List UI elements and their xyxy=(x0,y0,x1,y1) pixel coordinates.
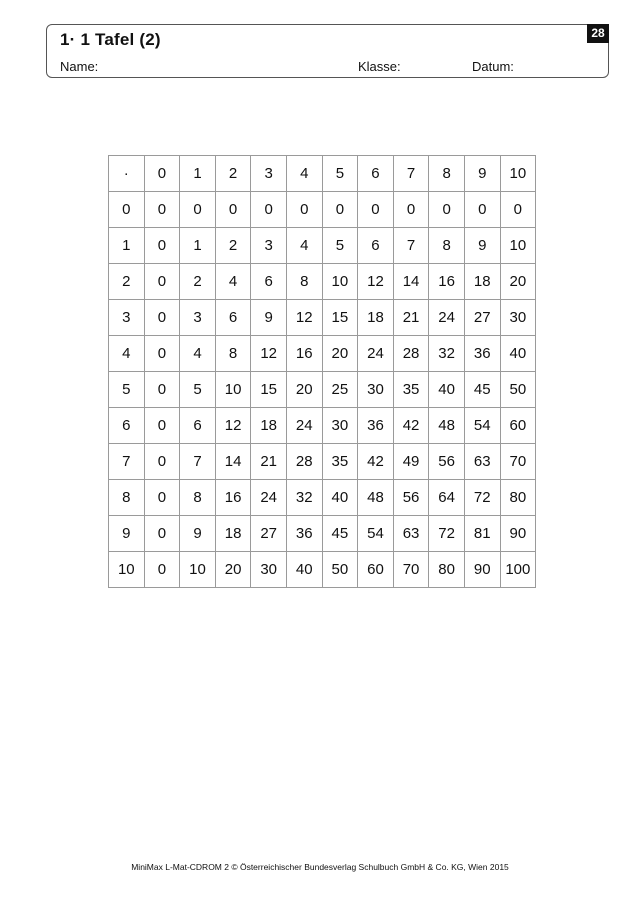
product-cell: 6 xyxy=(358,228,394,264)
page-number-badge: 28 xyxy=(587,24,609,43)
product-cell: 30 xyxy=(322,408,358,444)
product-cell: 60 xyxy=(500,408,536,444)
product-cell: 0 xyxy=(144,192,180,228)
product-cell: 70 xyxy=(500,444,536,480)
product-cell: 24 xyxy=(286,408,322,444)
product-cell: 21 xyxy=(393,300,429,336)
product-cell: 40 xyxy=(500,336,536,372)
product-cell: 0 xyxy=(322,192,358,228)
product-cell: 0 xyxy=(144,264,180,300)
product-cell: 21 xyxy=(251,444,287,480)
product-cell: 24 xyxy=(358,336,394,372)
product-cell: 14 xyxy=(393,264,429,300)
row-header-cell: 9 xyxy=(109,516,145,552)
product-cell: 72 xyxy=(464,480,500,516)
table-row xyxy=(109,516,536,552)
product-cell: 35 xyxy=(393,372,429,408)
product-cell: 0 xyxy=(180,192,216,228)
row-header-cell: 7 xyxy=(109,444,145,480)
column-header-cell: 9 xyxy=(464,156,500,192)
column-header-cell: 7 xyxy=(393,156,429,192)
product-cell: 81 xyxy=(464,516,500,552)
product-cell: 6 xyxy=(215,300,251,336)
table-row xyxy=(109,372,536,408)
product-cell: 90 xyxy=(500,516,536,552)
product-cell: 3 xyxy=(180,300,216,336)
product-cell: 20 xyxy=(286,372,322,408)
product-cell: 28 xyxy=(286,444,322,480)
product-cell: 18 xyxy=(215,516,251,552)
product-cell: 0 xyxy=(464,192,500,228)
column-header-cell: 0 xyxy=(144,156,180,192)
product-cell: 0 xyxy=(144,228,180,264)
product-cell: 6 xyxy=(251,264,287,300)
product-cell: 0 xyxy=(393,192,429,228)
row-header-cell: 10 xyxy=(109,552,145,588)
product-cell: 2 xyxy=(180,264,216,300)
column-header-cell: 5 xyxy=(322,156,358,192)
product-cell: 30 xyxy=(358,372,394,408)
product-cell: 27 xyxy=(464,300,500,336)
product-cell: 20 xyxy=(322,336,358,372)
product-cell: 8 xyxy=(429,228,465,264)
column-header-cell: 6 xyxy=(358,156,394,192)
table-row xyxy=(109,300,536,336)
product-cell: 0 xyxy=(251,192,287,228)
product-cell: 0 xyxy=(144,372,180,408)
product-cell: 6 xyxy=(180,408,216,444)
klasse-label: Klasse: xyxy=(358,59,401,74)
column-header-cell: 4 xyxy=(286,156,322,192)
table-row xyxy=(109,552,536,588)
product-cell: 27 xyxy=(251,516,287,552)
product-cell: 28 xyxy=(393,336,429,372)
column-header-cell: 3 xyxy=(251,156,287,192)
product-cell: 15 xyxy=(322,300,358,336)
datum-label: Datum: xyxy=(472,59,514,74)
product-cell: 63 xyxy=(464,444,500,480)
product-cell: 3 xyxy=(251,228,287,264)
table-row xyxy=(109,408,536,444)
product-cell: 32 xyxy=(429,336,465,372)
column-header-cell: 1 xyxy=(180,156,216,192)
product-cell: 24 xyxy=(429,300,465,336)
product-cell: 10 xyxy=(215,372,251,408)
product-cell: 8 xyxy=(286,264,322,300)
product-cell: 0 xyxy=(144,552,180,588)
product-cell: 15 xyxy=(251,372,287,408)
product-cell: 8 xyxy=(215,336,251,372)
product-cell: 56 xyxy=(393,480,429,516)
product-cell: 70 xyxy=(393,552,429,588)
product-cell: 0 xyxy=(286,192,322,228)
product-cell: 45 xyxy=(322,516,358,552)
product-cell: 20 xyxy=(500,264,536,300)
product-cell: 0 xyxy=(358,192,394,228)
table-row xyxy=(109,192,536,228)
table-header-row xyxy=(109,156,536,192)
product-cell: 9 xyxy=(180,516,216,552)
product-cell: 0 xyxy=(144,300,180,336)
row-header-cell: 0 xyxy=(109,192,145,228)
table-row xyxy=(109,336,536,372)
product-cell: 4 xyxy=(215,264,251,300)
product-cell: 18 xyxy=(464,264,500,300)
product-cell: 80 xyxy=(500,480,536,516)
product-cell: 4 xyxy=(286,228,322,264)
product-cell: 36 xyxy=(464,336,500,372)
product-cell: 20 xyxy=(215,552,251,588)
product-cell: 18 xyxy=(251,408,287,444)
product-cell: 24 xyxy=(251,480,287,516)
product-cell: 40 xyxy=(322,480,358,516)
product-cell: 0 xyxy=(144,336,180,372)
product-cell: 0 xyxy=(144,408,180,444)
product-cell: 4 xyxy=(180,336,216,372)
product-cell: 72 xyxy=(429,516,465,552)
product-cell: 16 xyxy=(286,336,322,372)
product-cell: 0 xyxy=(215,192,251,228)
product-cell: 2 xyxy=(215,228,251,264)
product-cell: 30 xyxy=(251,552,287,588)
product-cell: 56 xyxy=(429,444,465,480)
product-cell: 7 xyxy=(393,228,429,264)
product-cell: 16 xyxy=(215,480,251,516)
product-cell: 10 xyxy=(322,264,358,300)
row-header-cell: 5 xyxy=(109,372,145,408)
column-header-cell: 10 xyxy=(500,156,536,192)
product-cell: 14 xyxy=(215,444,251,480)
product-cell: 42 xyxy=(358,444,394,480)
row-header-cell: 2 xyxy=(109,264,145,300)
column-header-cell: 8 xyxy=(429,156,465,192)
product-cell: 90 xyxy=(464,552,500,588)
product-cell: 12 xyxy=(251,336,287,372)
product-cell: 10 xyxy=(500,228,536,264)
product-cell: 16 xyxy=(429,264,465,300)
multiplication-table xyxy=(108,155,536,588)
product-cell: 100 xyxy=(500,552,536,588)
table-row xyxy=(109,264,536,300)
product-cell: 49 xyxy=(393,444,429,480)
product-cell: 30 xyxy=(500,300,536,336)
product-cell: 32 xyxy=(286,480,322,516)
product-cell: 36 xyxy=(286,516,322,552)
product-cell: 0 xyxy=(500,192,536,228)
product-cell: 5 xyxy=(322,228,358,264)
name-label: Name: xyxy=(60,59,99,74)
product-cell: 1 xyxy=(180,228,216,264)
product-cell: 8 xyxy=(180,480,216,516)
table-row xyxy=(109,228,536,264)
table-row xyxy=(109,444,536,480)
product-cell: 54 xyxy=(464,408,500,444)
table-row xyxy=(109,480,536,516)
row-header-cell: 1 xyxy=(109,228,145,264)
product-cell: 12 xyxy=(358,264,394,300)
copyright-footer: MiniMax L-Mat-CDROM 2 © Österreichischer Bundesverlag Schulbuch GmbH & Co. KG, Wien 2015 xyxy=(131,862,509,872)
product-cell: 48 xyxy=(429,408,465,444)
product-cell: 5 xyxy=(180,372,216,408)
product-cell: 50 xyxy=(500,372,536,408)
product-cell: 63 xyxy=(393,516,429,552)
product-cell: 48 xyxy=(358,480,394,516)
product-cell: 10 xyxy=(180,552,216,588)
product-cell: 42 xyxy=(393,408,429,444)
row-header-cell: 4 xyxy=(109,336,145,372)
product-cell: 54 xyxy=(358,516,394,552)
product-cell: 40 xyxy=(429,372,465,408)
product-cell: 50 xyxy=(322,552,358,588)
multiplication-table-container xyxy=(108,155,536,588)
product-cell: 0 xyxy=(429,192,465,228)
product-cell: 0 xyxy=(144,444,180,480)
product-cell: 7 xyxy=(180,444,216,480)
product-cell: 36 xyxy=(358,408,394,444)
product-cell: 0 xyxy=(144,516,180,552)
product-cell: 18 xyxy=(358,300,394,336)
worksheet-title: 1· 1 Tafel (2) xyxy=(60,30,161,49)
product-cell: 64 xyxy=(429,480,465,516)
product-cell: 9 xyxy=(251,300,287,336)
row-header-cell: 3 xyxy=(109,300,145,336)
product-cell: 9 xyxy=(464,228,500,264)
product-cell: 12 xyxy=(215,408,251,444)
product-cell: 60 xyxy=(358,552,394,588)
product-cell: 0 xyxy=(144,480,180,516)
worksheet-header xyxy=(46,24,609,78)
product-cell: 45 xyxy=(464,372,500,408)
table-corner-cell: · xyxy=(109,156,145,192)
product-cell: 12 xyxy=(286,300,322,336)
product-cell: 35 xyxy=(322,444,358,480)
row-header-cell: 8 xyxy=(109,480,145,516)
product-cell: 25 xyxy=(322,372,358,408)
product-cell: 80 xyxy=(429,552,465,588)
product-cell: 40 xyxy=(286,552,322,588)
row-header-cell: 6 xyxy=(109,408,145,444)
column-header-cell: 2 xyxy=(215,156,251,192)
